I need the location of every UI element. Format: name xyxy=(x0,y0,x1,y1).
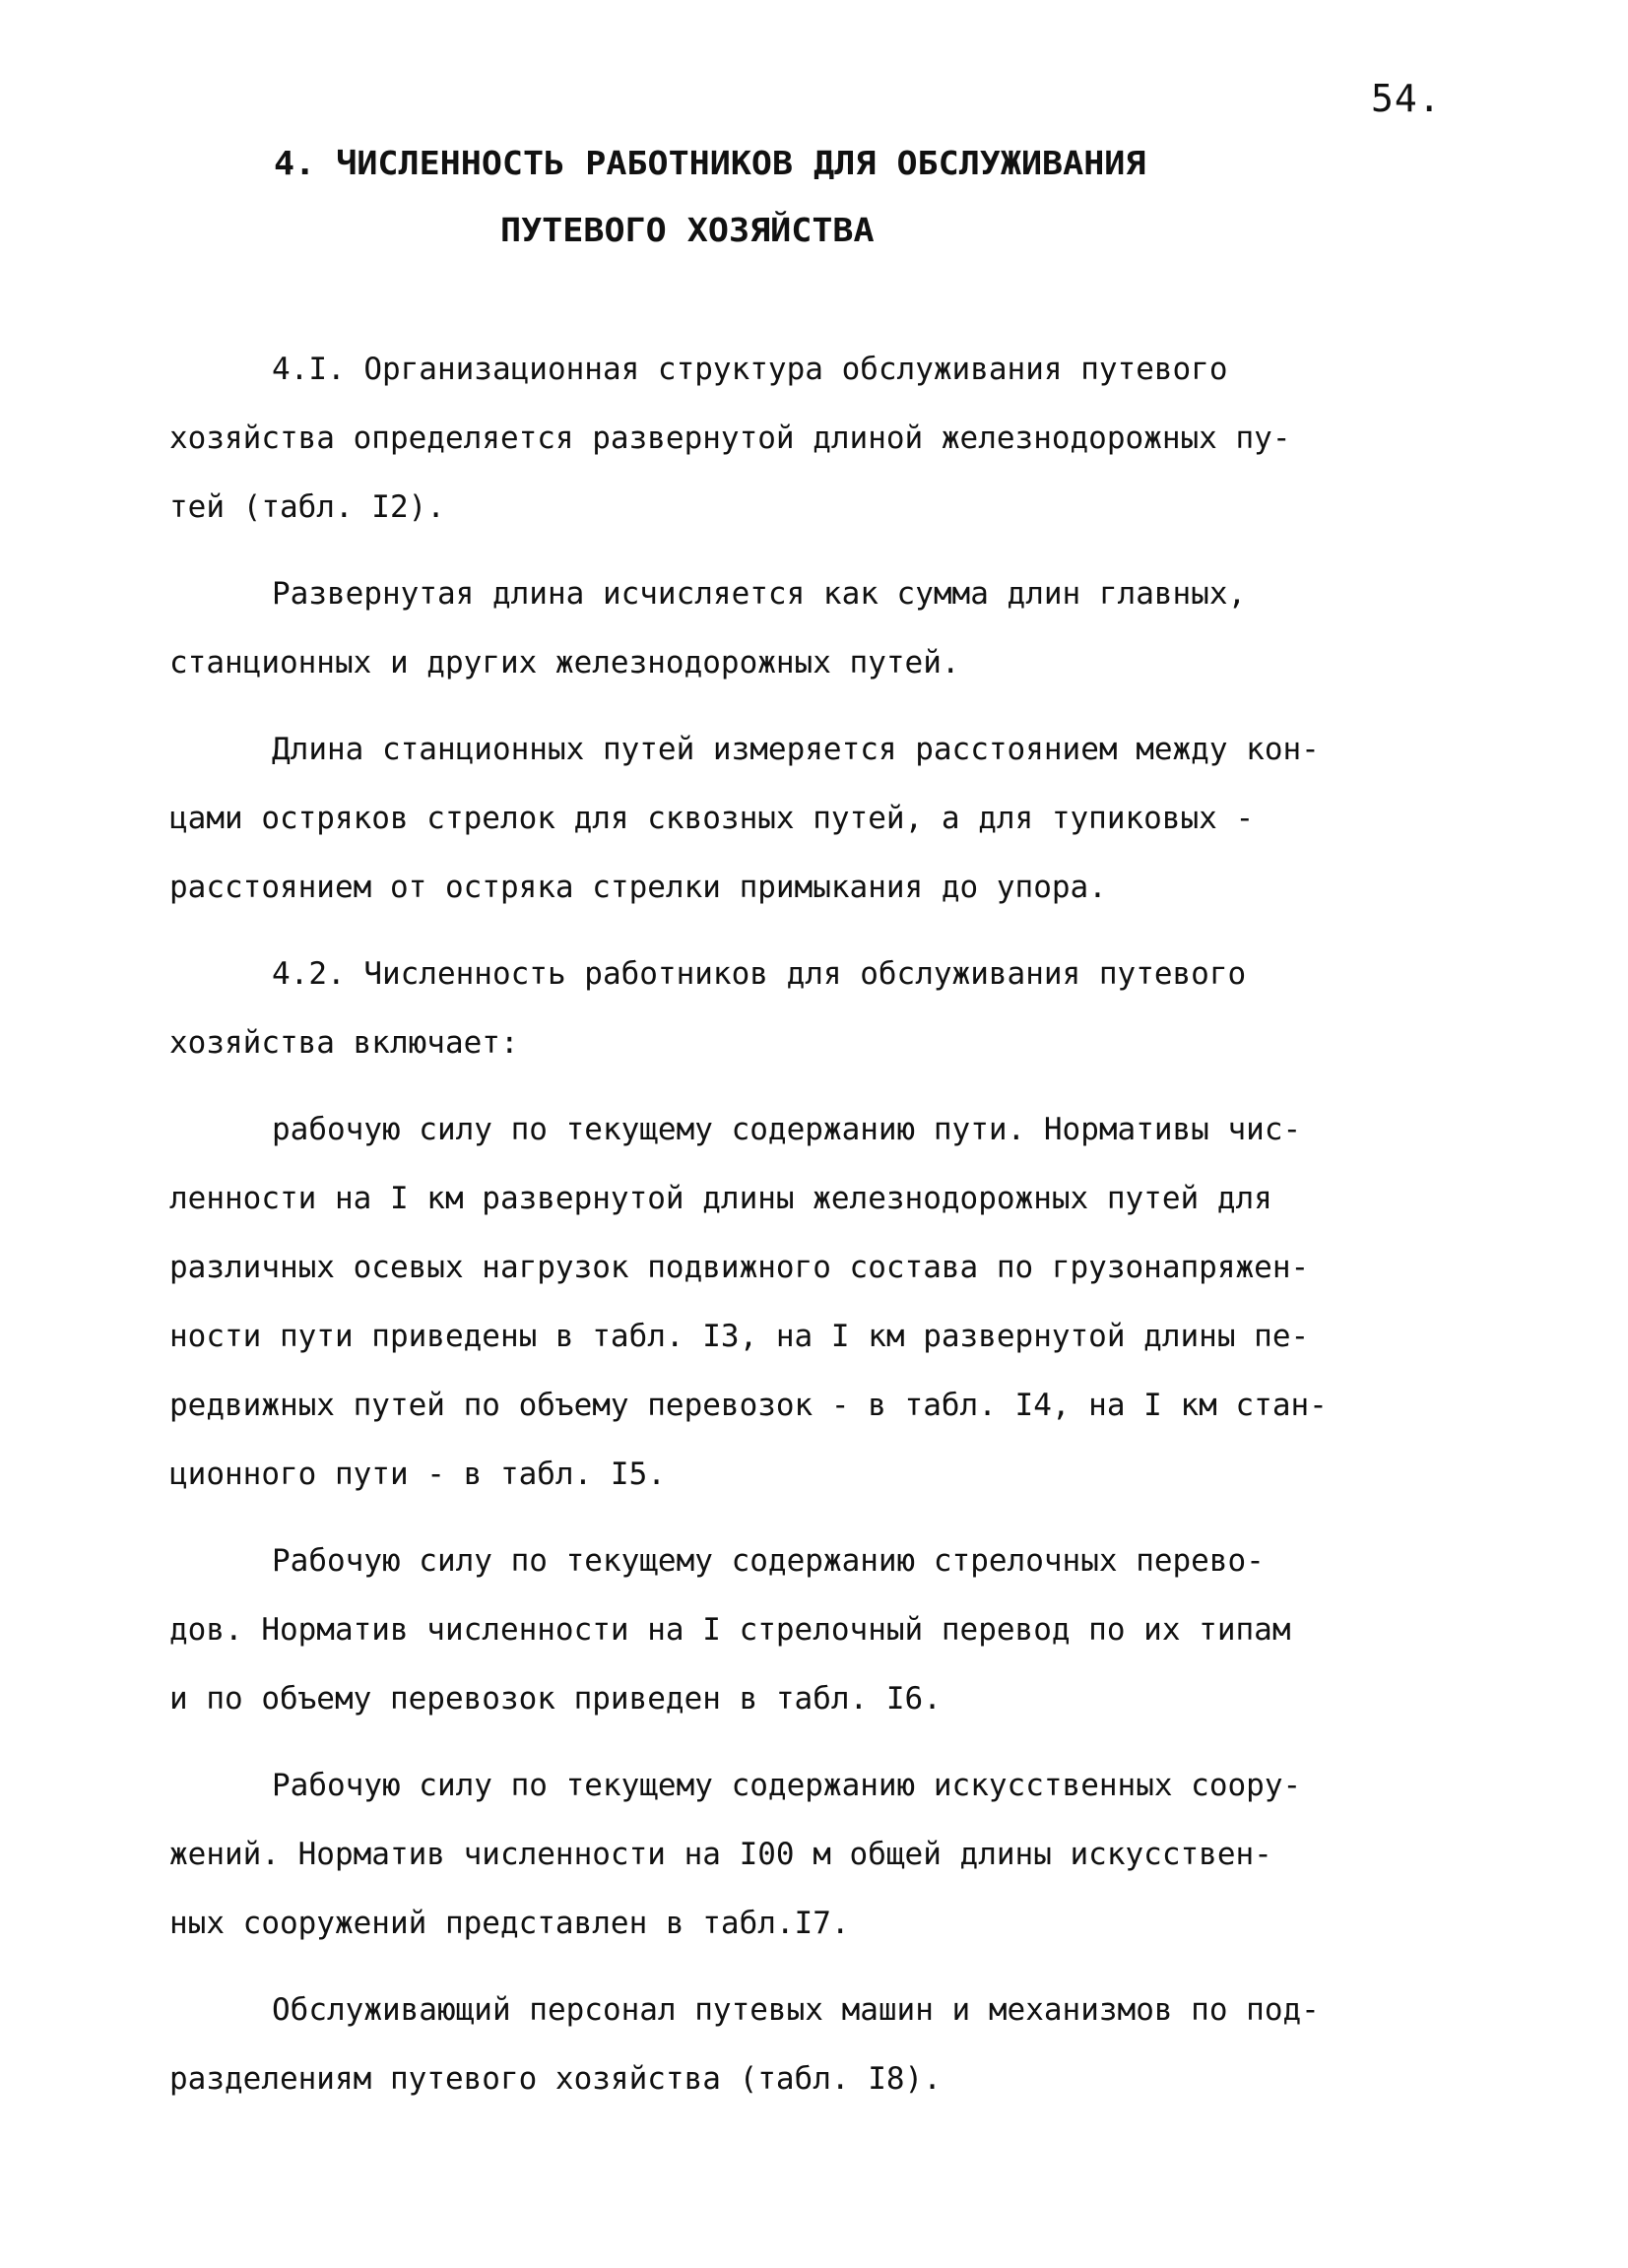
paragraph-line: расстоянием от остряка стрелки примыкания до упора. xyxy=(169,870,1107,905)
paragraph xyxy=(169,559,1489,697)
paragraph xyxy=(169,1751,1489,1958)
paragraph-line: хозяйства определяется развернутой длиной железнодорожных пу- xyxy=(169,421,1291,456)
paragraph-line: жений. Норматив численности на I00 м общей длины искусствен- xyxy=(169,1837,1272,1872)
paragraph xyxy=(169,1976,1489,2113)
paragraph-line: 4.2. Численность работников для обслуживания путевого xyxy=(272,956,1247,992)
paragraph-line: и по объему перевозок приведен в табл. I6. xyxy=(169,1681,942,1717)
paragraph-gap xyxy=(169,542,1489,559)
paragraph-gap xyxy=(169,1509,1489,1526)
paragraph xyxy=(169,335,1489,542)
paragraph-line: тей (табл. I2). xyxy=(169,489,445,525)
paragraph-line: редвижных путей по объему перевозок - в табл. I4, на I км стан- xyxy=(169,1388,1328,1423)
paragraph-line: цами остряков стрелок для сквозных путей, а для тупиковых - xyxy=(169,801,1255,836)
paragraph-line: ционного пути - в табл. I5. xyxy=(169,1457,666,1492)
paragraph-line: различных осевых нагрузок подвижного состава по грузонапряжен- xyxy=(169,1250,1310,1285)
paragraph-gap xyxy=(169,922,1489,940)
paragraph-gap xyxy=(169,1733,1489,1751)
paragraph xyxy=(169,715,1489,922)
paragraph-line: Рабочую силу по текущему содержанию стрелочных перево- xyxy=(272,1543,1265,1579)
paragraph xyxy=(169,1526,1489,1733)
paragraph-line: ных сооружений представлен в табл.I7. xyxy=(169,1906,850,1941)
paragraph-line: ности пути приведены в табл. I3, на I км развернутой длины пе- xyxy=(169,1319,1310,1354)
paragraph-gap xyxy=(169,697,1489,715)
paragraph-line: хозяйства включает: xyxy=(169,1025,519,1061)
paragraph-line: дов. Норматив численности на I стрелочный перевод по их типам xyxy=(169,1612,1291,1648)
section-body xyxy=(169,335,1489,2113)
paragraph-line: Рабочую силу по текущему содержанию искусственных соору- xyxy=(272,1768,1302,1803)
section-heading-line-1: 4. ЧИСЛЕННОСТЬ РАБОТНИКОВ ДЛЯ ОБСЛУЖИВАНИЯ xyxy=(274,144,1146,182)
paragraph-line: ленности на I км развернутой длины железнодорожных путей для xyxy=(169,1181,1272,1216)
paragraph-line: 4.I. Организационная структура обслуживания путевого xyxy=(272,352,1228,387)
section-heading-line-2: ПУТЕВОГО ХОЗЯЙСТВА xyxy=(500,211,875,249)
paragraph-gap xyxy=(169,1958,1489,1976)
page-number: 54. xyxy=(1371,77,1442,120)
paragraph-line: рабочую силу по текущему содержанию пути. Нормативы чис- xyxy=(272,1112,1302,1147)
paragraph-line: Обслуживающий персонал путевых машин и механизмов по под- xyxy=(272,1992,1320,2028)
paragraph-line: Длина станционных путей измеряется расстоянием между кон- xyxy=(272,732,1320,767)
paragraph xyxy=(169,940,1489,1077)
paragraph-line: Развернутая длина исчисляется как сумма длин главных, xyxy=(272,576,1247,612)
paragraph-gap xyxy=(169,1077,1489,1095)
paragraph-line: станционных и других железнодорожных путей. xyxy=(169,645,960,680)
paragraph xyxy=(169,1095,1489,1509)
paragraph-line: разделениям путевого хозяйства (табл. I8). xyxy=(169,2061,942,2097)
